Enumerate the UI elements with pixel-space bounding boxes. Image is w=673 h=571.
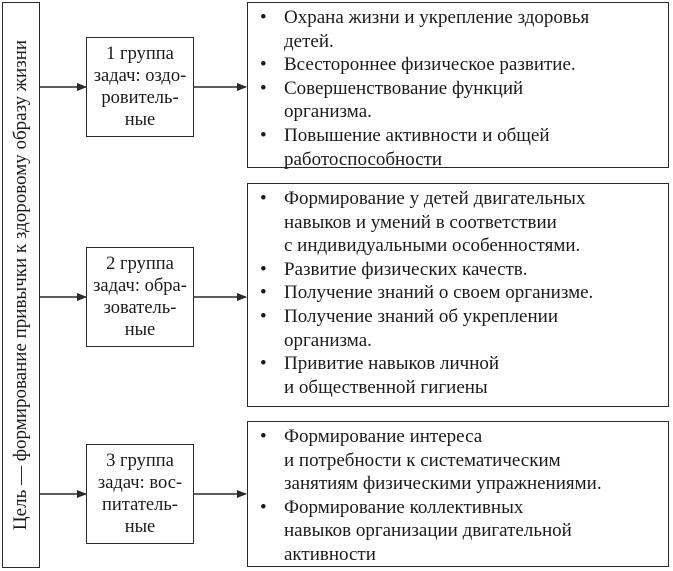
group-3-list [247,421,669,567]
list-item: • Формирование у детей двигательных навыков и умений в соответствии с индивидуальными особенностями. [256,187,662,258]
list-item: • Привитие навыков личной и общественной гигиены [256,352,662,399]
list-item: • Получение знаний о своем организме. [256,281,662,305]
group-2-box [86,247,194,347]
list-item: • Развитие физических качеств. [256,258,662,282]
goal-text: Цель — формирование привычки к здоровому образу жизни [10,39,31,531]
group-3-label: 3 группа задач: вос- питатель- ные [97,451,183,537]
list-item: • Охрана жизни и укрепление здоровья детей. [256,6,662,53]
goal-box [2,2,40,568]
group-1-label: 1 группа задач: оздо- ровитель- ные [93,44,187,130]
list-item: • Повышение активности и общей работоспособности [256,124,662,171]
list-item: • Всестороннее физическое развитие. [256,53,662,77]
group-1-box [86,37,194,137]
group-2-label: 2 группа задач: обра- зователь- ные [93,254,187,340]
group-1-list [247,2,669,168]
group-3-box [86,444,194,544]
list-item: • Формирование коллективных навыков организации двигательной активности [256,496,662,567]
list-item: • Получение знаний об укреплении организма. [256,305,662,352]
group-2-list [247,183,669,407]
list-item: • Совершенствование функций организма. [256,77,662,124]
list-item: • Формирование интереса и потребности к систематическим занятиям физическими упражнениями. [256,425,662,496]
